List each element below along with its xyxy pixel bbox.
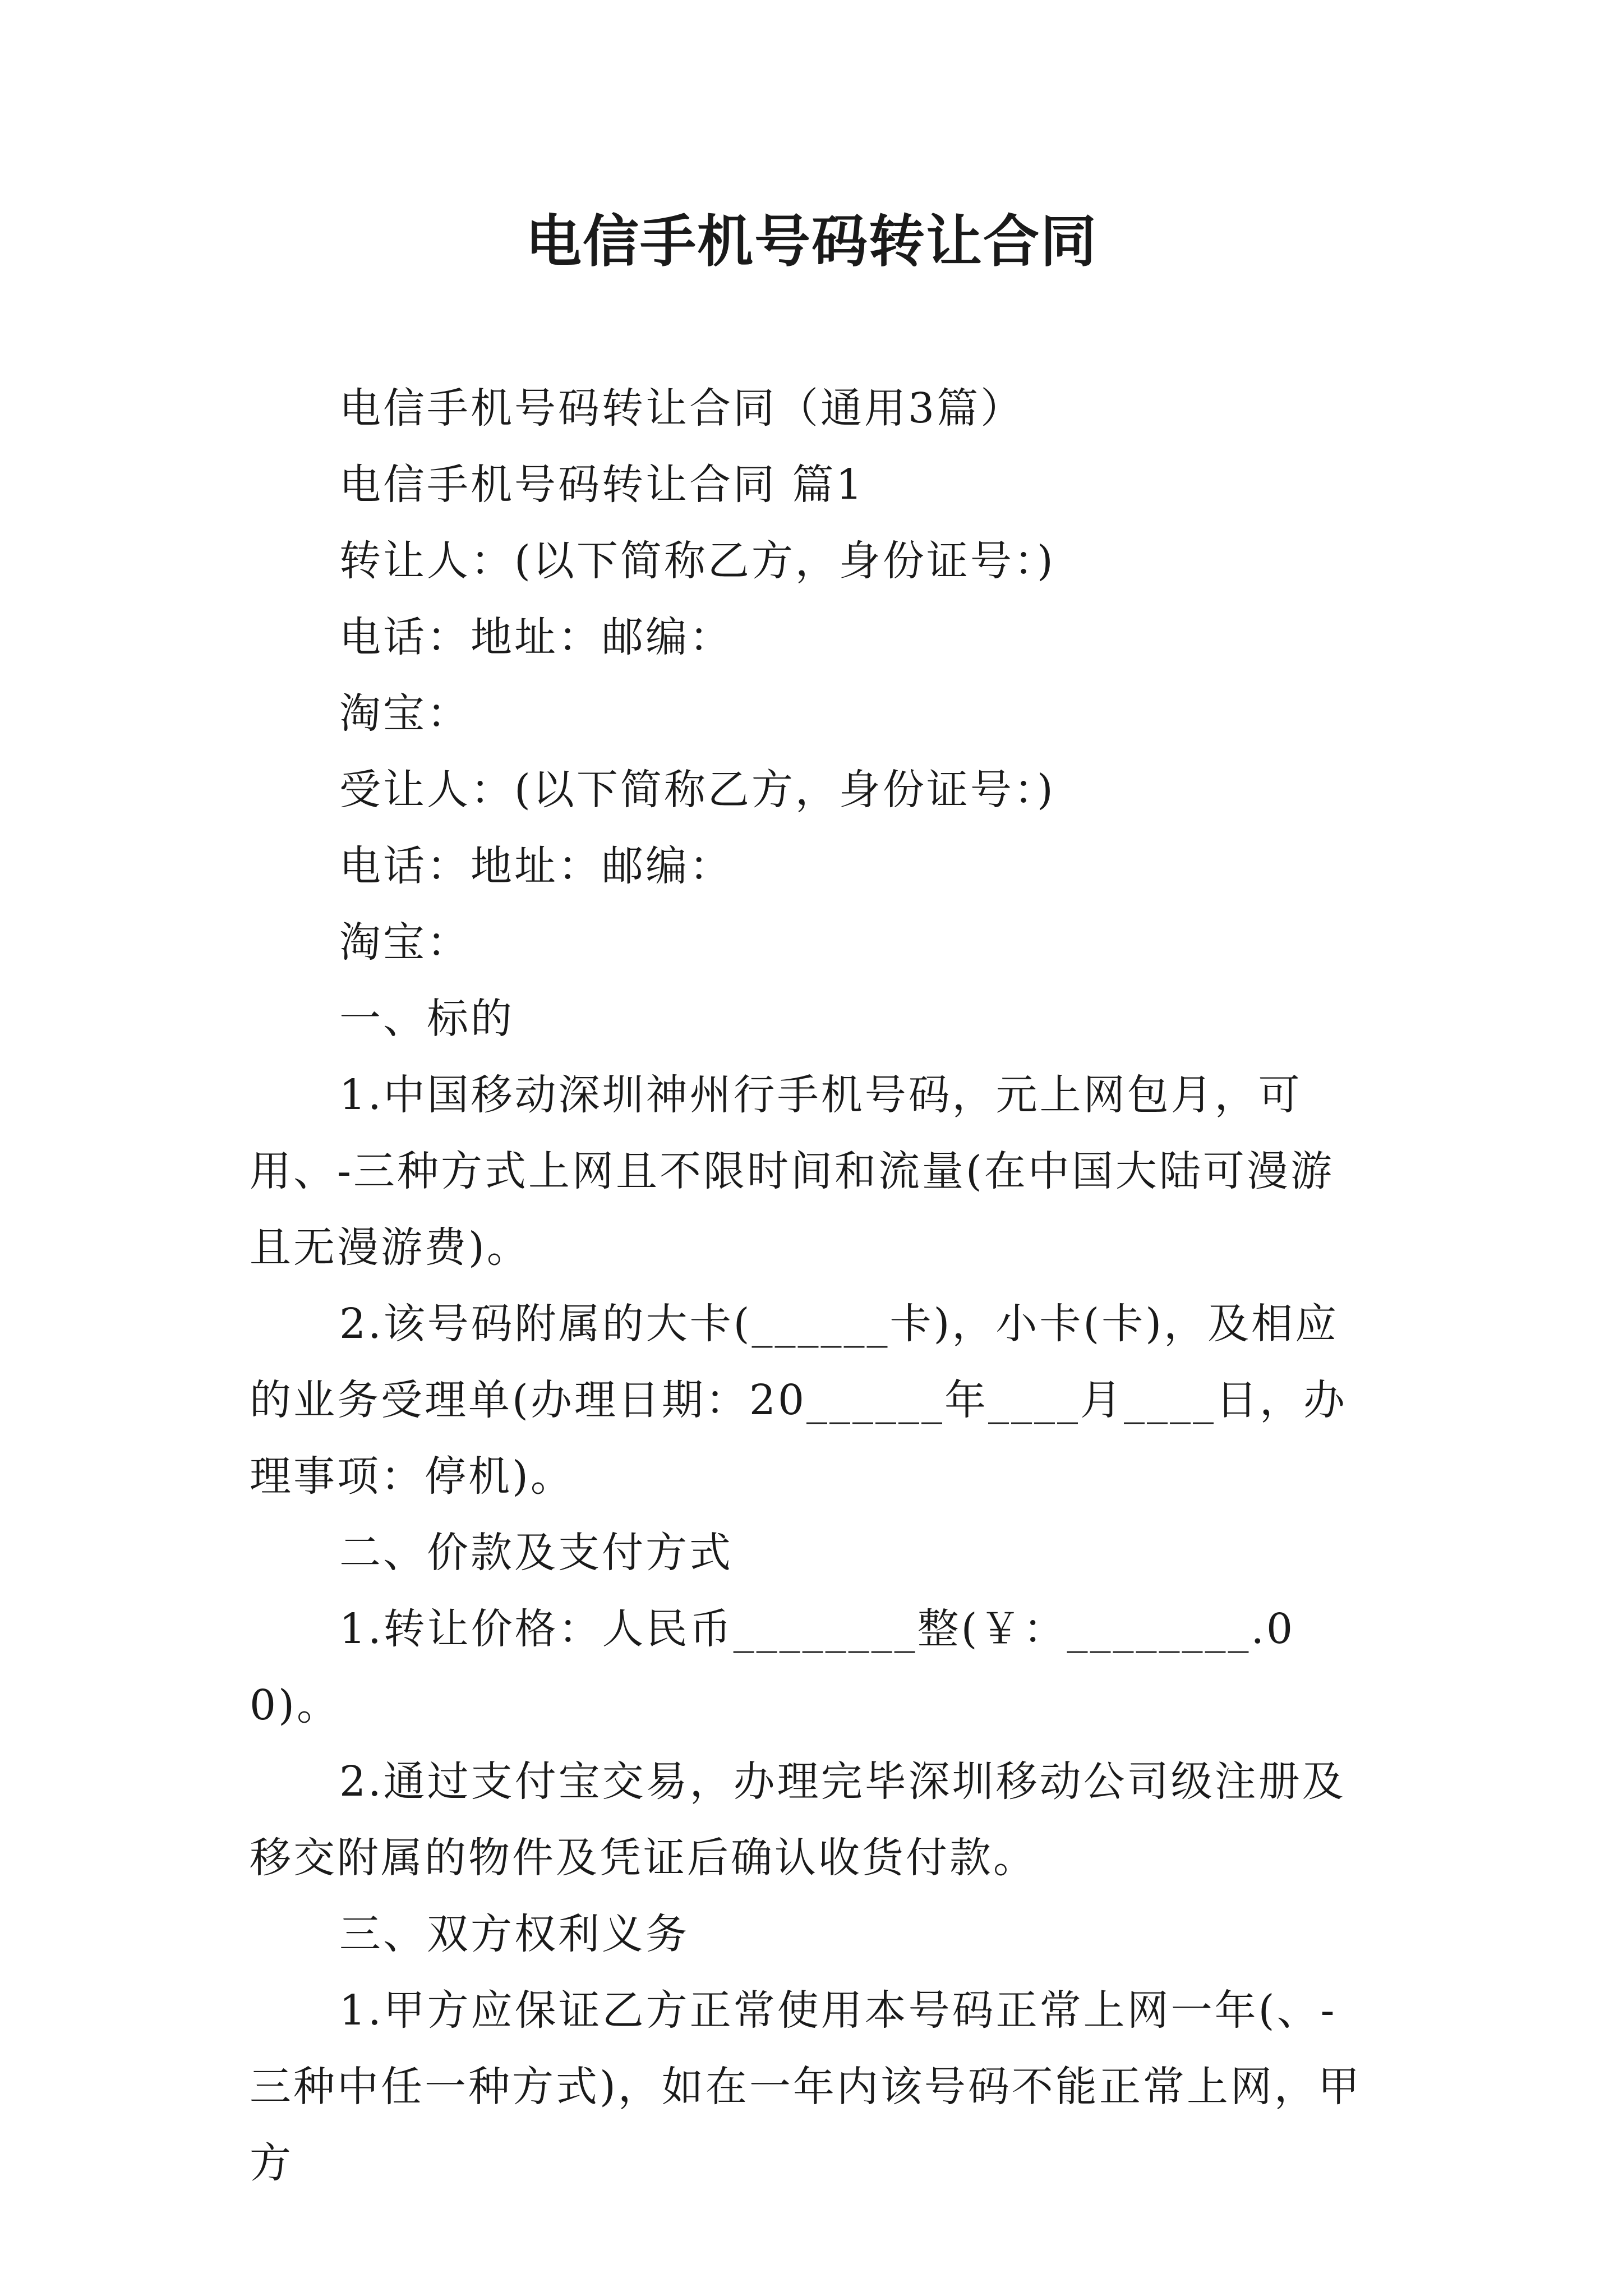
paragraph-subject-2: 2.该号码附属的大卡(______卡)，小卡(卡)，及相应的业务受理单(办理日期：20______年____月____日，办理事项：停机)。 [250,1300,1348,1501]
paragraph-transferor-contact: 电话：地址：邮编： [339,613,733,661]
paragraph-subject-1: 1.中国移动深圳神州行手机号码，元上网包月，可用、-三种方式上网且不限时间和流量(在中国大陆可漫游且无漫游费)。 [250,1071,1334,1272]
document-title: 电信手机号码转让合同 [525,208,1098,274]
paragraph-heading-price: 二、价款及支付方式 [339,1529,733,1577]
paragraph-transferee-taobao: 淘宝： [339,918,471,967]
paragraph-transferee: 受让人：(以下简称乙方，身份证号：) [339,766,1055,814]
paragraph-price-1: 1.转让价格：人民币________整(￥：________.00)。 [250,1605,1295,1729]
paragraph-transferor-taobao: 淘宝： [339,689,471,738]
paragraph-transferor: 转让人：(以下简称乙方，身份证号：) [339,537,1055,585]
paragraph-heading-rights: 三、双方权利义务 [339,1910,689,1958]
paragraph-heading-subject: 一、标的 [339,995,514,1043]
paragraph-section-heading: 电信手机号码转让合同 篇1 [339,461,865,509]
paragraph-price-2: 2.通过支付宝交易，办理完毕深圳移动公司级注册及移交附属的物件及凭证后确认收货付款。 [250,1757,1346,1882]
paragraph-transferee-contact: 电话：地址：邮编： [339,842,733,890]
paragraph-subtitle: 电信手机号码转让合同（通用3篇） [339,384,1025,432]
paragraph-rights-1: 1.甲方应保证乙方正常使用本号码正常上网一年(、-三种中任一种方式)，如在一年内该号码不能正常上网，甲方 [250,1986,1362,2187]
document-body [250,370,1377,2201]
